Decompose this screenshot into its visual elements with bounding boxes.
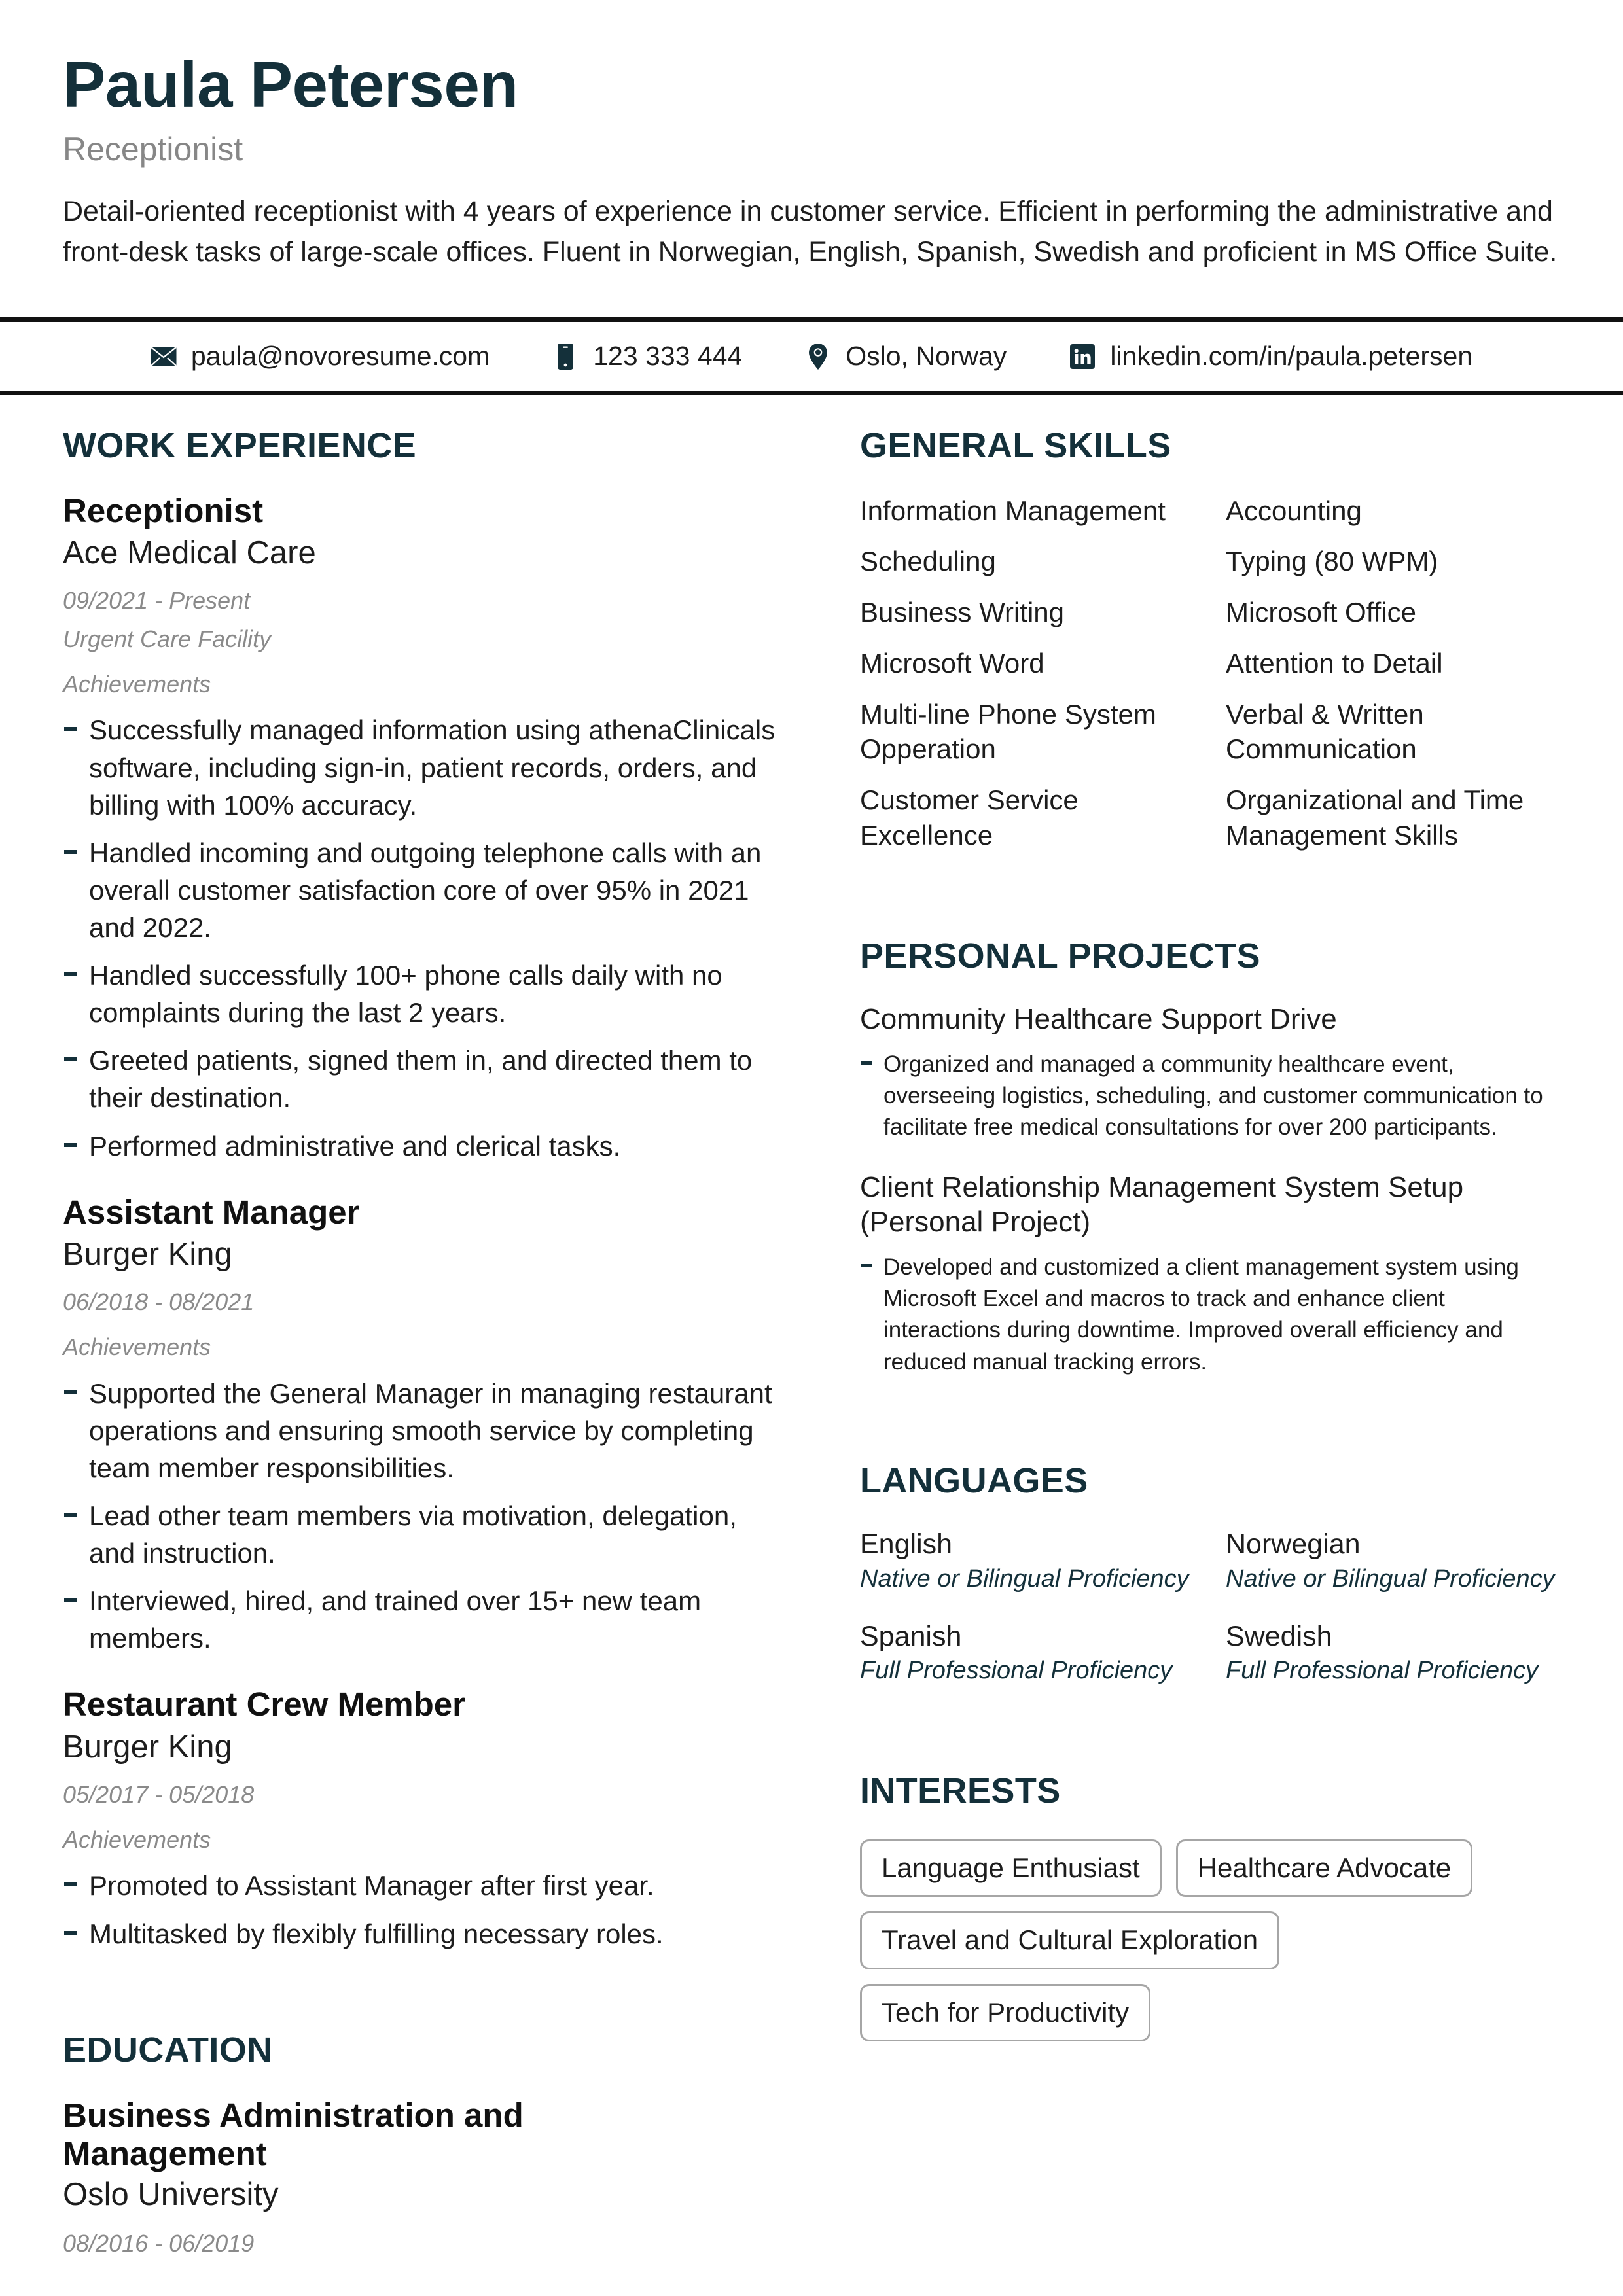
experience-dates: 09/2021 - Present [63,587,251,614]
bullet-item: Performed administrative and clerical tasks. [63,1127,783,1165]
project-name: Client Relationship Management System Setup (Personal Project) [860,1171,1464,1239]
header-job-title: Receptionist [63,130,243,168]
experience-company: Burger King [63,1729,232,1765]
skill-item: Information Management [860,495,1166,526]
contact-bar [0,322,1623,391]
language-item [1226,1620,1560,1687]
skill-item: Microsoft Office [1226,597,1416,628]
education-degree: Business Administration and Management [63,2096,524,2173]
project-entry [860,1002,1560,1144]
experience-entry [63,1193,783,1657]
resume-body [0,395,1623,2259]
interest-tag: Travel and Cultural Exploration [860,1911,1279,1969]
education-entry [63,2096,783,2259]
skill-item: Scheduling [860,546,996,577]
section-general-skills [860,427,1560,853]
bullet-item: Supported the General Manager in managing restaurant operations and ensuring smooth service by completing team member responsibilities. [63,1375,783,1487]
skill-item: Microsoft Word [860,647,1044,679]
experience-bullets [63,1375,783,1657]
interest-tag-list [860,1839,1514,2041]
language-name: Swedish [1226,1620,1332,1652]
phone-icon [552,344,579,370]
language-item [860,1528,1194,1595]
section-heading-work-experience: WORK EXPERIENCE [63,426,417,466]
contact-phone-text: 123 333 444 [593,341,743,372]
right-column [860,427,1560,2041]
left-column [63,427,783,2259]
skill-item: Accounting [1226,495,1362,526]
experience-entry [63,492,783,1165]
experience-bullets [63,1867,783,1952]
linkedin-icon [1069,344,1096,370]
education-dates: 08/2016 - 06/2019 [63,2230,255,2257]
skill-item: Attention to Detail [1226,647,1443,679]
bullet-item: Organized and managed a community healthcare event, overseeing logistics, scheduling, and customer communication to facilitate free medical consultations for over 200 participants. [860,1049,1560,1144]
language-item [1226,1528,1560,1595]
languages-grid [860,1528,1560,1686]
project-name: Community Healthcare Support Drive [860,1002,1337,1035]
education-school: Oslo University [63,2177,279,2213]
envelope-icon [151,344,177,370]
experience-company: Burger King [63,1237,232,1273]
language-name: Spanish [860,1620,962,1652]
bullet-item: Handled successfully 100+ phone calls daily with no complaints during the last 2 years. [63,957,783,1031]
section-interests [860,1772,1560,2042]
contact-location-text: Oslo, Norway [846,341,1007,372]
contact-linkedin-text: linkedin.com/in/paula.petersen [1110,341,1473,372]
contact-linkedin[interactable] [1069,343,1472,370]
achievements-label: Achievements [63,670,211,698]
section-heading-education: EDUCATION [63,2030,273,2070]
language-level: Full Professional Proficiency [1226,1657,1539,1685]
section-heading-general-skills: GENERAL SKILLS [860,426,1171,466]
header-divider-bottom [0,391,1623,395]
skill-item: Organizational and Time Management Skills [1226,785,1524,851]
contact-location[interactable] [805,343,1007,370]
section-heading-interests: INTERESTS [860,1771,1061,1810]
contact-email-text: paula@novoresume.com [190,341,490,372]
skill-item: Verbal & Written Communication [1226,698,1424,765]
skill-item: Customer Service Excellence [860,785,1079,851]
bullet-item: Developed and customized a client management system using Microsoft Excel and macros to track and enhance client interactions during downtime. Improved overall efficiency and reduced manual tracking errors. [860,1252,1560,1378]
skills-grid [860,493,1560,853]
contact-email[interactable] [151,343,490,370]
interest-tag: Tech for Productivity [860,1984,1150,2041]
bullet-item: Lead other team members via motivation, delegation, and instruction. [63,1497,783,1572]
achievements-label: Achievements [63,1826,211,1853]
location-pin-icon [805,344,831,370]
language-level: Native or Bilingual Proficiency [1226,1565,1555,1593]
language-item [860,1620,1194,1687]
professional-summary: Detail-oriented receptionist with 4 years of experience in customer service. Efficient in performing the administrative and front-desk tasks of large-scale offices. Fluent in Norwegian, English, Spanish, Swedish and proficient in MS Office Suite. [63,196,1558,268]
experience-company: Ace Medical Care [63,535,316,571]
language-level: Native or Bilingual Proficiency [860,1565,1189,1593]
header-divider-top [0,317,1623,322]
project-bullets [860,1049,1560,1144]
page-title: Paula Petersen [63,48,518,120]
language-name: Norwegian [1226,1528,1361,1561]
bullet-item: Successfully managed information using athenaClinicals software, including sign-in, patient records, orders, and billing with 100% accuracy. [63,711,783,823]
skill-item: Typing (80 WPM) [1226,546,1438,577]
experience-dates: 06/2018 - 08/2021 [63,1288,255,1316]
bullet-item: Handled incoming and outgoing telephone calls with an overall customer satisfaction core of over 95% in 2021 and 2022. [63,834,783,946]
contact-phone[interactable] [552,343,742,370]
section-education [63,2031,783,2259]
experience-job-title: Assistant Manager [63,1193,360,1231]
achievements-label: Achievements [63,1333,211,1360]
experience-entry [63,1686,783,1952]
skill-item: Business Writing [860,597,1065,628]
experience-dates: 05/2017 - 05/2018 [63,1780,255,1808]
language-level: Full Professional Proficiency [860,1657,1173,1685]
section-languages [860,1462,1560,1687]
section-heading-languages: LANGUAGES [860,1461,1088,1501]
section-heading-personal-projects: PERSONAL PROJECTS [860,936,1260,976]
section-work-experience [63,427,783,1952]
bullet-item: Greeted patients, signed them in, and directed them to their destination. [63,1042,783,1116]
experience-job-title: Receptionist [63,491,264,529]
bullet-item: Multitasked by flexibly fulfilling necessary roles. [63,1915,783,1952]
project-entry [860,1170,1560,1379]
interest-tag: Healthcare Advocate [1176,1839,1473,1897]
experience-subtitle: Urgent Care Facility [63,625,272,652]
skill-item: Multi-line Phone System Opperation [860,698,1156,765]
interest-tag: Language Enthusiast [860,1839,1162,1897]
experience-bullets [63,711,783,1164]
language-name: English [860,1528,953,1561]
resume-header [0,0,1623,273]
experience-job-title: Restaurant Crew Member [63,1686,466,1723]
bullet-item: Promoted to Assistant Manager after first year. [63,1867,783,1904]
bullet-item: Interviewed, hired, and trained over 15+ new team members. [63,1582,783,1657]
project-bullets [860,1252,1560,1378]
section-personal-projects [860,937,1560,1378]
